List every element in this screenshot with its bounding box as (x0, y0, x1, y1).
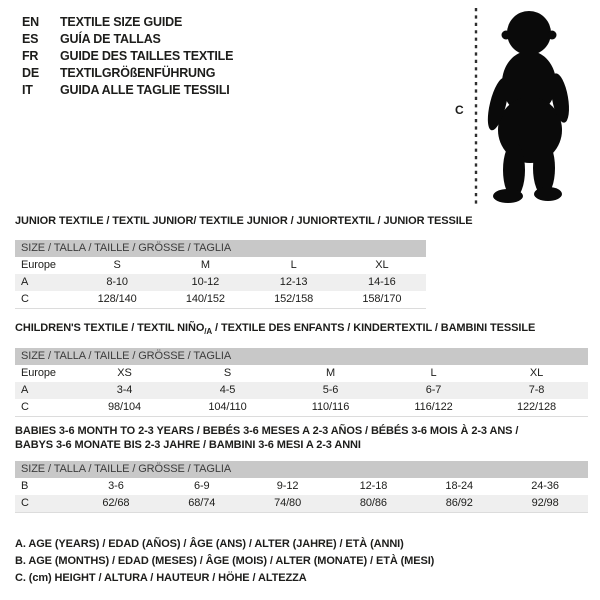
table-row (15, 399, 588, 416)
footnote-c: C. (cm) HEIGHT / ALTURA / HAUTEUR / HÖHE / ALTEZZA (15, 572, 307, 584)
childrens-table-section (15, 322, 588, 417)
size-header-bar: SIZE / TALLA / TAILLE / GRÖSSE / TAGLIA (15, 461, 588, 478)
language-row (22, 82, 233, 99)
height-measure-dashed-line (474, 8, 478, 206)
age-cell: 18-24 (445, 480, 474, 492)
size-cell: S (113, 259, 121, 271)
height-cell: 110/116 (311, 401, 350, 414)
height-cell: 116/122 (414, 401, 453, 414)
age-cell: 3-4 (116, 384, 133, 397)
height-cell: 92/98 (531, 497, 559, 509)
size-header-bar: SIZE / TALLA / TAILLE / GRÖSSE / TAGLIA (15, 348, 588, 365)
babies-title-line1: BABIES 3-6 MONTH TO 2-3 YEARS / BEBÉS 3-6 MESES A 2-3 AÑOS / BÉBÉS 3-6 MOIS À 2-3 ANS / (15, 425, 519, 437)
height-cell: 128/140 (97, 293, 137, 305)
height-measure-label: C (455, 103, 464, 117)
footnote-a: A. AGE (YEARS) / EDAD (AÑOS) / ÂGE (ANS) / ALTER (JAHRE) / ETÀ (ANNI) (15, 538, 404, 550)
height-cell: 68/74 (188, 497, 216, 509)
language-row (22, 48, 233, 65)
row-label: C (21, 497, 29, 509)
language-label: GUÍA DE TALLAS (60, 32, 161, 46)
age-cell: 7-8 (528, 384, 545, 397)
height-cell: 80/86 (359, 497, 387, 509)
table-row (15, 291, 426, 308)
size-cell: S (223, 367, 232, 380)
language-guide-block (22, 14, 233, 99)
language-label: TEXTILE SIZE GUIDE (60, 15, 183, 29)
babies-table-section (15, 424, 588, 513)
size-cell: M (200, 259, 210, 271)
title-subscript: /A (204, 327, 213, 337)
height-cell: 152/158 (274, 293, 314, 305)
age-cell: 12-13 (279, 276, 308, 288)
table-row (15, 365, 588, 382)
table-row (15, 382, 588, 399)
height-cell: 158/170 (362, 293, 402, 305)
language-label: TEXTILGRÖßENFÜHRUNG (60, 66, 216, 80)
size-header-bar: SIZE / TALLA / TAILLE / GRÖSSE / TAGLIA (15, 240, 426, 257)
row-label: Europe (21, 259, 56, 271)
size-cell: L (290, 259, 297, 271)
table-row (15, 274, 426, 291)
childrens-table-title (15, 322, 588, 338)
row-label: A (21, 384, 29, 397)
junior-table-title: JUNIOR TEXTILE / TEXTIL JUNIOR/ TEXTILE JUNIOR / JUNIORTEXTIL / JUNIOR TESSILE (15, 215, 473, 227)
height-cell: 98/104 (107, 401, 142, 414)
language-row (22, 31, 233, 48)
language-code: IT (22, 83, 33, 97)
age-cell: 10-12 (191, 276, 220, 288)
size-cell: M (325, 367, 336, 380)
age-cell: 4-5 (219, 384, 236, 397)
age-cell: 9-12 (276, 480, 299, 492)
footnote-b: B. AGE (MONTHS) / EDAD (MESES) / ÂGE (MOIS) / ALTER (MONATE) / ETÀ (MESI) (15, 555, 435, 567)
language-code: DE (22, 66, 39, 80)
height-cell: 74/80 (274, 497, 302, 509)
language-label: GUIDE DES TAILLES TEXTILE (60, 49, 234, 63)
junior-table (15, 257, 426, 309)
language-row (22, 14, 233, 31)
height-cell: 104/110 (208, 401, 247, 414)
row-label: C (21, 293, 29, 305)
language-row (22, 65, 233, 82)
title-part: CHILDREN'S TEXTILE / TEXTIL NIÑO (15, 322, 205, 334)
age-cell: 14-16 (368, 276, 396, 288)
size-cell: XS (117, 367, 132, 380)
size-cell: XL (375, 259, 389, 271)
row-label: A (21, 276, 29, 288)
size-cell: XL (529, 367, 544, 380)
babies-table-title (15, 424, 588, 452)
childrens-table (15, 365, 588, 417)
height-cell: 122/128 (516, 401, 557, 414)
size-cell: L (430, 367, 437, 380)
junior-table-section (15, 215, 473, 309)
language-code: ES (22, 32, 39, 46)
row-label: C (21, 401, 29, 414)
age-cell: 24-36 (531, 480, 559, 492)
toddler-silhouette-image (483, 6, 576, 206)
footnotes-block (15, 536, 434, 587)
age-cell: 12-18 (359, 480, 388, 492)
language-code: EN (22, 15, 39, 29)
language-code: FR (22, 49, 39, 63)
title-part: / TEXTILE DES ENFANTS / KINDERTEXTIL / BAMBINI TESSILE (212, 322, 536, 334)
row-label: Europe (21, 367, 56, 380)
babies-title-line2: BABYS 3-6 MONATE BIS 2-3 JAHRE / BAMBINI 3-6 MESI A 2-3 ANNI (15, 439, 361, 451)
row-label: B (21, 480, 29, 492)
age-cell: 6-7 (425, 384, 442, 397)
babies-table (15, 478, 588, 513)
age-cell: 5-6 (322, 384, 339, 397)
table-row (15, 478, 588, 495)
height-cell: 86/92 (445, 497, 473, 509)
height-cell: 62/68 (102, 497, 130, 509)
age-cell: 3-6 (108, 480, 124, 492)
age-cell: 6-9 (193, 480, 210, 492)
table-row (15, 257, 426, 274)
age-cell: 8-10 (106, 276, 128, 288)
table-row (15, 495, 588, 512)
language-label: GUIDA ALLE TAGLIE TESSILI (60, 83, 230, 97)
height-cell: 140/152 (185, 293, 225, 305)
